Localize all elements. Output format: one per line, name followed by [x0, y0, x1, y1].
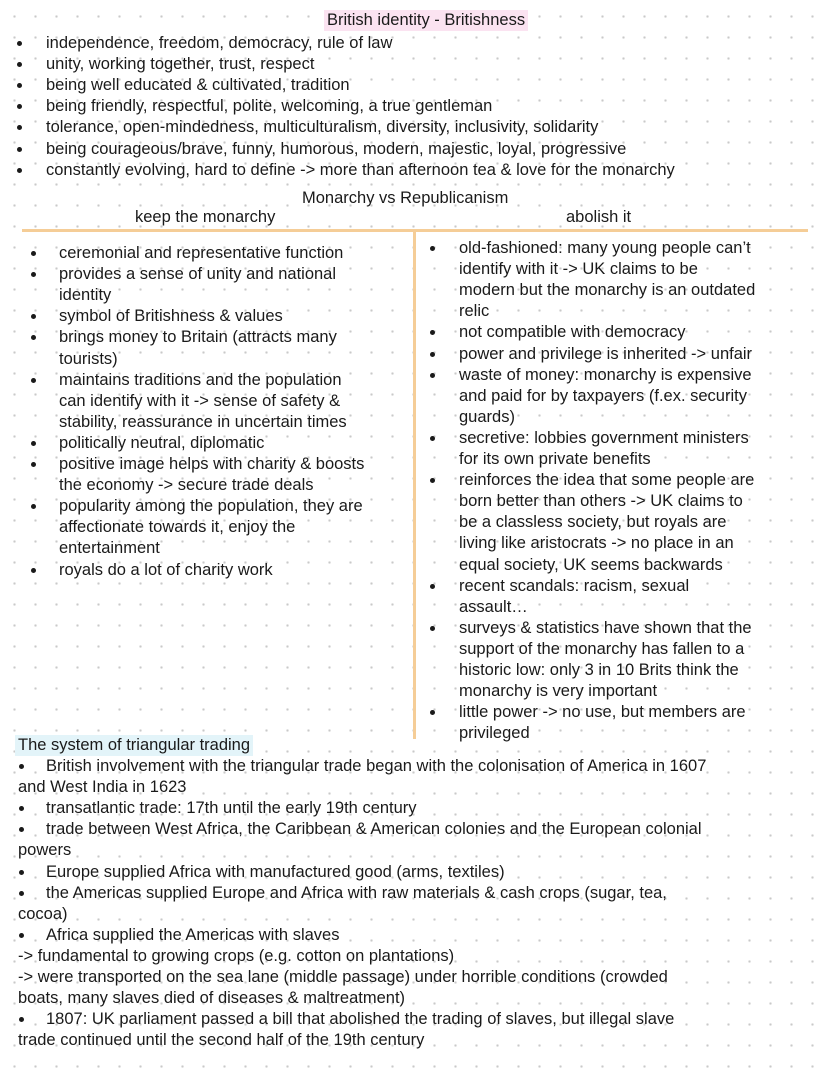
keep-item-line: positive image helps with charity & boosts	[59, 455, 365, 473]
identity-item: being friendly, respectful, polite, welcoming, a true gentleman	[46, 97, 493, 116]
keep-item-line: ceremonial and representative function	[59, 244, 344, 262]
bullet-dot	[430, 584, 435, 589]
trade-item-continuation: and West India in 1623	[18, 778, 187, 797]
abolish-item-line: relic	[459, 302, 490, 321]
bullet-dot	[31, 251, 36, 256]
trade-item: transatlantic trade: 17th until the early 19th century	[46, 799, 417, 818]
keep-item-line: maintains traditions and the population	[59, 370, 342, 389]
abolish-item-line: be a classless society, but royals are	[459, 513, 727, 532]
abolish-item-line: historic low: only 3 in 10 Brits think the	[459, 661, 739, 679]
keep-item-line: stability, reassurance in uncertain times	[59, 412, 347, 431]
bullet-dot	[31, 378, 36, 383]
abolish-item-line: power and privilege is inherited -> unfair	[459, 344, 753, 363]
table-vertical-divider	[413, 229, 416, 739]
trade-item-continuation: powers	[18, 841, 72, 860]
abolish-item-line: living like aristocrats -> no place in an	[459, 534, 734, 553]
keep-item-line: popularity among the population, they are	[59, 497, 363, 516]
keep-item-line: provides a sense of unity and national	[59, 265, 337, 284]
bullet-dot	[17, 168, 22, 173]
bullet-dot	[17, 41, 22, 46]
abolish-item-line: guards)	[459, 407, 515, 426]
trade-item: 1807: UK parliament passed a bill that abolished the trading of slaves, but illegal slave	[46, 1010, 675, 1029]
abolish-item-line: reinforces the idea that some people are	[459, 471, 755, 490]
keep-item-line: identity	[59, 286, 112, 305]
trade-item: the Americas supplied Europe and Africa with raw materials & cash crops (sugar, tea,	[46, 883, 667, 902]
abolish-item-line: waste of money: monarchy is expensive	[459, 365, 752, 384]
monarchy-title: Monarchy vs Republicanism	[302, 189, 509, 207]
abolish-item-line: privileged	[459, 724, 530, 743]
abolish-item-line: secretive: lobbies government ministers	[459, 428, 749, 447]
bullet-dot	[430, 626, 435, 631]
bullet-dot	[31, 504, 36, 509]
trade-item: Europe supplied Africa with manufactured good (arms, textiles)	[46, 862, 505, 881]
abolish-heading: abolish it	[566, 208, 632, 226]
identity-item: tolerance, open-mindedness, multiculturalism, diversity, inclusivity, solidarity	[46, 118, 599, 137]
abolish-item-line: old-fashioned: many young people can’t	[459, 239, 751, 257]
trade-title: The system of triangular trading	[15, 735, 253, 756]
abolish-item-line: recent scandals: racism, sexual	[459, 576, 690, 595]
bullet-dot	[19, 870, 24, 875]
trade-item-continuation: cocoa)	[18, 904, 68, 923]
identity-item: being courageous/brave, funny, humorous, modern, majestic, loyal, progressive	[46, 139, 627, 158]
bullet-dot	[19, 806, 24, 811]
bullet-dot	[17, 147, 22, 152]
bullet-dot	[17, 125, 22, 130]
keep-item-line: can identify with it -> sense of safety &	[59, 391, 341, 410]
abolish-item-line: and paid for by taxpayers (f.ex. security	[459, 386, 747, 405]
identity-item: independence, freedom, democracy, rule of law	[46, 34, 393, 52]
keep-item-line: affectionate towards it, enjoy the	[59, 518, 296, 537]
trade-item-continuation: -> fundamental to growing crops (e.g. cotton on plantations)	[18, 946, 455, 965]
bullet-dot	[17, 83, 22, 88]
keep-item-line: the economy -> secure trade deals	[59, 476, 314, 495]
trade-item: Africa supplied the Americas with slaves	[46, 925, 340, 944]
keep-item-line: politically neutral, diplomatic	[59, 433, 265, 452]
keep-item-line: tourists)	[59, 349, 118, 368]
keep-item-line: entertainment	[59, 539, 160, 558]
abolish-item-line: assault…	[459, 597, 528, 616]
bullet-dot	[430, 330, 435, 335]
bullet-dot	[19, 827, 24, 832]
abolish-item-line: support of the monarchy has fallen to a	[459, 639, 745, 658]
abolish-item-line: for its own private benefits	[459, 450, 651, 468]
bullet-dot	[19, 933, 24, 938]
bullet-dot	[31, 335, 36, 340]
trade-item-continuation: boats, many slaves died of diseases & maltreatment)	[18, 989, 406, 1008]
identity-item: being well educated & cultivated, tradition	[46, 76, 350, 95]
identity-item: unity, working together, trust, respect	[46, 55, 315, 74]
bullet-dot	[31, 462, 36, 467]
bullet-dot	[430, 436, 435, 441]
identity-item: constantly evolving, hard to define -> more than afternoon tea & love for the monarchy	[46, 160, 675, 179]
bullet-dot	[31, 314, 36, 319]
bullet-dot	[31, 441, 36, 446]
keep-heading: keep the monarchy	[135, 208, 276, 226]
abolish-item-line: modern but the monarchy is an outdated	[459, 281, 756, 300]
bullet-dot	[430, 710, 435, 715]
bullet-dot	[430, 478, 435, 483]
bullet-dot	[430, 373, 435, 378]
keep-item-line: symbol of Britishness & values	[59, 307, 283, 326]
trade-item-continuation: trade continued until the second half of the 19th century	[18, 1031, 425, 1050]
abolish-item-line: surveys & statistics have shown that the	[459, 618, 752, 637]
trade-item: British involvement with the triangular trade began with the colonisation of America in 1607	[46, 757, 707, 775]
bullet-dot	[19, 891, 24, 896]
abolish-item-line: little power -> no use, but members are	[459, 703, 746, 722]
abolish-item-line: monarchy is very important	[459, 682, 658, 701]
bullet-dot	[31, 568, 36, 573]
bullet-dot	[430, 246, 435, 251]
bullet-dot	[31, 272, 36, 277]
trade-item-continuation: -> were transported on the sea lane (middle passage) under horrible conditions (crowded	[18, 968, 668, 986]
bullet-dot	[430, 352, 435, 357]
abolish-item-line: not compatible with democracy	[459, 323, 686, 342]
bullet-dot	[19, 1017, 24, 1022]
abolish-item-line: equal society, UK seems backwards	[459, 555, 723, 574]
bullet-dot	[17, 62, 22, 67]
bullet-dot	[17, 104, 22, 109]
identity-title: British identity - Britishness	[324, 10, 528, 31]
abolish-item-line: born better than others -> UK claims to	[459, 492, 743, 511]
keep-item-line: royals do a lot of charity work	[59, 560, 273, 579]
abolish-item-line: identify with it -> UK claims to be	[459, 260, 698, 279]
bullet-dot	[19, 764, 24, 769]
trade-item: trade between West Africa, the Caribbean & American colonies and the European colonial	[46, 820, 702, 839]
keep-item-line: brings money to Britain (attracts many	[59, 328, 337, 347]
